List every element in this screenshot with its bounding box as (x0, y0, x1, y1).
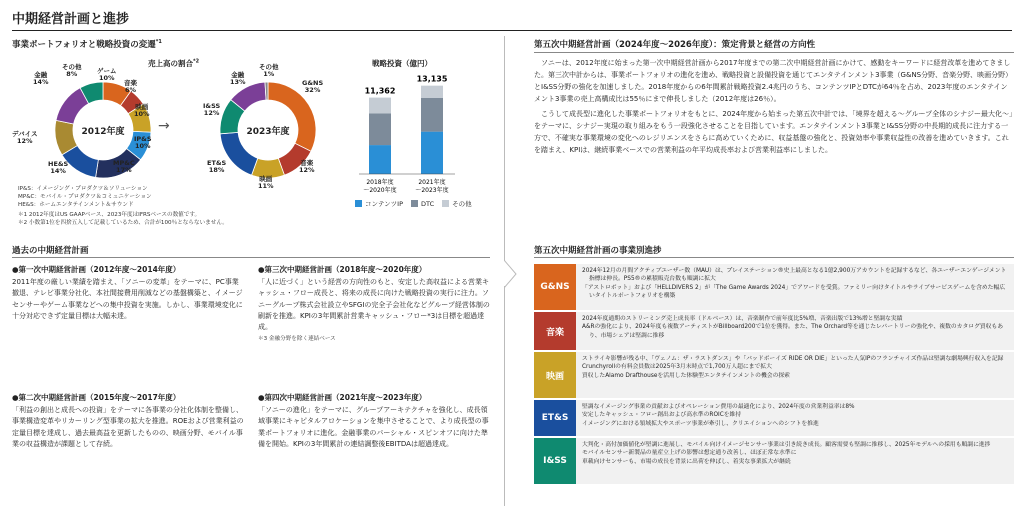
footnote: ＊1 2012年度はUS GAAPベース、2023年度はIFRSベースの数値です。 (18, 212, 201, 218)
bullet: 2024年12月の月間アクティブユーザー数（MAU）は、プレイステーション®史上最高となる1億2,900万アカウントを記録するなど、各ユーザーエンゲージメント指標は伸長。PS5®の累積販売台数も順調に拡大 (582, 268, 1007, 283)
slice-label: 映画 11% (258, 175, 274, 191)
progress-heading: 第五次中期経営計画の事業別進捗 (534, 246, 662, 256)
segment-notes (18, 186, 152, 209)
bar-segment (369, 98, 391, 114)
paragraph: ソニーは、2012年度に始まった第一次中期経営計画から2017年度までの第二次中期経営計画にかけて、感動をキーワードに経営改革を進めてきました。第三次中計からは、事業ポートフォリオの進化を進め、戦略投資と設備投資を通じてエンタテインメント3事業（G&NS分野、音楽分野、映画分野）とI&SS分野の強化を加速しました。2018年度からの6年間累計戦略投資2.4兆円のうち、コンテンツIPとDTCが64％を占め、2023年度のエンタテインメント3事業の売上高構成比は55％にまで伸長しました（2012年度は26％）。 (534, 59, 1013, 104)
slice-label: 音楽 6% (124, 79, 137, 95)
slice-label: I&SS 12% (203, 102, 221, 118)
section-rule (12, 257, 490, 258)
segment-label: ET&S (534, 400, 576, 436)
slice-label: デバイス 12% (12, 130, 38, 146)
note-line: IP&S：イメージング・プロダクツ＆ソリューション (18, 186, 148, 192)
segment-label: I&SS (534, 438, 576, 484)
plan-body: 「人に近づく」という経営の方向性のもと、安定した高収益による営業キャッシュ・フロー成長と、将来の成長に向けた戦略投資の実行に注力。ソニーグループ株式会社設立やSFGIの完全子会社化などグループ経営体制の刷新を推進。KPIの3年間累計営業キャッシュ・フロー*3は目標を超過達成。 (258, 278, 490, 332)
segment-label: 映画 (534, 352, 576, 398)
past-plans-heading: 過去の中期経営計画 (12, 246, 89, 256)
donut-center-2012: 2012年度 (81, 127, 125, 137)
donut-center-2023: 2023年度 (246, 127, 290, 137)
legend-label: DTC (421, 199, 435, 208)
plan-title: ●第一次中期経営計画（2012年度〜2014年度） (12, 265, 181, 274)
bullet: 買収したAlamo Drafthouseを活用した体験型エンタテインメントの機会の探索 (582, 372, 790, 379)
legend-label: コンテンツIP (365, 200, 404, 208)
bar-segment (369, 113, 391, 145)
arrow-right-icon: → (158, 118, 170, 134)
plan-body: 2011年度の厳しい業績を踏まえ、「ソニーの変革」をテーマに、PC事業撤退、テレビ事業分社化、本社間接費用削減などの基盤構築と、イメージセンサーやゲーム事業などへの集中投資を実施。しかし、事業環境変化に十分対応できず定量目標は大幅未達。 (12, 278, 243, 320)
bar-segment (421, 132, 443, 174)
bullet: ストライキ影響が残る中、「ヴェノム：ザ・ラストダンス」や「バッドボーイズ RIDE OR DIE」といった人気IPのフランチャイズ作品は堅調な劇場興行収入を記録 (582, 356, 1004, 362)
slice-label: ゲーム 10% (97, 67, 117, 83)
title-rule (12, 30, 1012, 31)
plan-2 (12, 392, 244, 450)
bullet: 2024年度通期のストリーミング売上成長率（ドルベース）は、音楽制作で前年度比5%増、音楽出版で13%増と堅調な実績 (582, 316, 903, 322)
legend-swatch (411, 200, 418, 207)
plan-body: 「利益の創出と成長への投資」をテーマに各事業の分社化体制を整備し、事業構造変革やリカーリング型事業の拡大を推進。ROEおよび営業利益の定量目標を達成し、過去最高益を更新したものの、映画分野、モバイル事業の収益構造が課題として存続。 (12, 406, 244, 448)
segment-label: G&NS (534, 264, 576, 310)
segment-label: 音楽 (534, 312, 576, 350)
footnote: ＊2 小数第1位を四捨五入して記載しているため、合計が100％とならないません。 (18, 219, 228, 226)
note-line: HE&S：ホームエンタテインメント＆サウンド (18, 201, 134, 208)
legend-item (411, 199, 434, 208)
legend-label: その他 (452, 200, 472, 208)
column-divider (504, 36, 505, 261)
bar-category-label: 2021年度 (418, 179, 446, 186)
sales-share-title: 売上高の割合$^{*2}$ (148, 58, 200, 68)
section-rule (534, 257, 1014, 258)
segment-bullets (576, 264, 1014, 310)
segment-row-iss (534, 438, 1014, 484)
slice-label: ET&S 18% (207, 159, 227, 175)
slice-label: 金融 14% (33, 71, 49, 87)
legend-swatch (442, 200, 449, 207)
plan-1 (12, 264, 244, 322)
bullet: 車載向けセンサーも、市場の成長を背景に出荷を伸ばし、着実な事業拡大が継続 (582, 458, 791, 465)
plan-title: ●第三次中期経営計画（2018年度〜2020年度） (258, 265, 427, 274)
bar-legend (355, 199, 472, 208)
bar-chart-title: 戦略投資（億円） (372, 59, 432, 68)
bullet: イメージングにおける領域拡大やスポーツ事業が牽引し、クリエイションへのシフトを推進 (582, 420, 819, 427)
slice-label: 映画 10% (134, 103, 150, 119)
note-line: MP&C：モバイル・プロダクツ＆コミュニケーション (18, 193, 152, 200)
bullet: 安定したキャッシュ・フロー創出および高水準のROICを維持 (582, 412, 742, 419)
slice-label: 音楽 12% (299, 159, 315, 175)
bullet: A&Rの強化により、2024年度も複数アーティストがBillboard200で1位を獲得。また、The Orchard等を通じたレパートリーの強化や、複数のカタログ買収もあり、市場シェアは堅調に推移 (582, 324, 1004, 339)
page-title: 中期経営計画と進捗 (12, 12, 130, 27)
legend-item (355, 199, 403, 208)
plan-title: ●第二次中期経営計画（2015年度〜2017年度） (12, 393, 181, 402)
slice-label: IP&S 10% (134, 135, 152, 151)
bar-chart (355, 68, 495, 203)
plan-4 (258, 392, 490, 450)
plan-title: ●第四次中期経営計画（2021年度〜2023年度） (258, 393, 427, 402)
bullet: 「アストロボット」および「HELLDIVERS 2」が「The Game Awards 2024」でアワードを受賞。ファミリー向けタイトルやライブサービスゲームを含めた幅広いタイトルポートフォリオを構築 (582, 284, 1006, 300)
segment-row-gns (534, 264, 1014, 310)
slice-label: HE&S 14% (48, 160, 69, 176)
bullet: 堅調なイメージング事業の貢献およびオペレーション費用の最適化により、2024年度の営業利益率は8% (582, 404, 855, 410)
bar-category-label: 〜2020年度 (363, 187, 397, 194)
segment-bullets (576, 352, 1014, 398)
footnotes (18, 212, 228, 228)
slice-label: G&NS 32% (302, 79, 324, 95)
section-rule (534, 52, 1014, 53)
bullet: Crunchyrollの有料会員数は2025年3月末時点で1,700万人超にまで拡大 (582, 364, 772, 371)
column-divider (504, 286, 505, 506)
bar-segment (369, 145, 391, 174)
segment-bullets (576, 400, 1014, 436)
plan-note: ＊3 金融分野を除く連結ベース (258, 335, 336, 342)
legend-swatch (355, 200, 362, 207)
segment-row-ets (534, 400, 1014, 436)
legend-item (442, 199, 472, 208)
bar-category-label: 〜2023年度 (415, 187, 449, 194)
slice-label: 金融 13% (230, 71, 246, 87)
bullet: 大判化・高付加価値化が堅調に進展し、モバイル向けイメージセンサー事業は引き続き成長。顧客需要も堅調に推移し、2025年モデルへの採用も順調に進捗 (582, 442, 991, 448)
fifth-plan-text (534, 57, 1014, 156)
bar-total-label: 11,362 (364, 86, 396, 96)
segment-bullets (576, 438, 1014, 484)
portfolio-heading: 事業ポートフォリオと戦略投資の変遷$^{*1}$ (12, 39, 162, 50)
bar-segment (421, 86, 443, 98)
fifth-plan-heading: 第五次中期経営計画（2024年度〜2026年度）：策定背景と経営の方向性 (534, 40, 816, 50)
chevron-right-icon (504, 258, 518, 290)
slice-label: その他 1% (259, 63, 279, 79)
plan-3 (258, 264, 490, 343)
bullet: モバイルセンサー新製品の量産立上げの影響は想定通り改善し、ほぼ正常な水準に (582, 450, 797, 457)
bar-category-label: 2018年度 (366, 179, 394, 186)
plan-body: 「ソニーの進化」をテーマに、グループアーキテクチャを強化し、成長領域事業にキャピタルアロケーションを集中させることで、より成長型の事業ポートフォリオに進化。金融事業のパーシャル・スピンオフに向けた準備を開始。KPIの3年間累計の連結調整後EBITDAは超過達成。 (258, 406, 489, 448)
bar-total-label: 13,135 (416, 74, 448, 84)
slice-label: その他 8% (62, 63, 82, 79)
slice-label: MP&C 17% (113, 159, 135, 175)
paragraph: こうして成長型に進化した事業ポートフォリオをもとに、2024年度から始まった第五次中計では、「境界を超える〜グループ全体のシナジー最大化〜」をテーマに、シナジー実現の取り組みをもう一段強化させることを目指しています。エンタテインメント3事業とI&SS分野の中長期的成長に注力する一方で、不確実な事業環境の変化へのレジリエンスをさらに高めていくために、収益基盤の強化と、投資効率や事業収益性の改善を進めていきます。これを踏まえ、KPIは、継続事業ベースでの営業利益の年平均成長率および営業利益率にしました。 (534, 110, 1013, 155)
bar-segment (421, 98, 443, 132)
segment-row-movies (534, 352, 1014, 398)
segment-bullets (576, 312, 1014, 350)
segment-row-music (534, 312, 1014, 350)
